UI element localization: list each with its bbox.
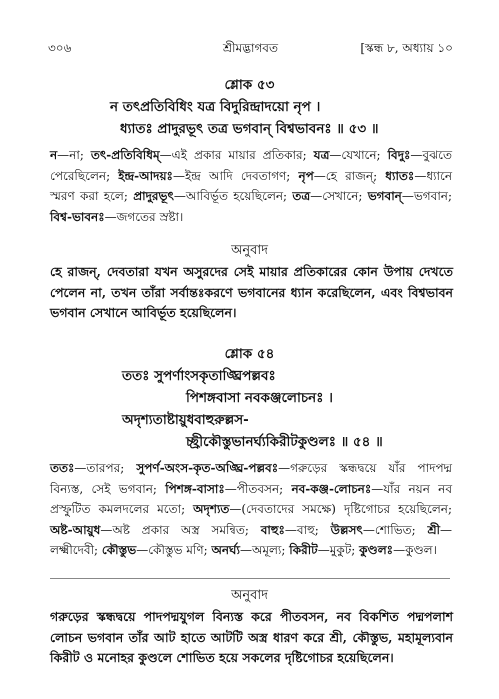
synonym-term: অদৃশ্যত: [193, 502, 230, 516]
synonym-meaning: এই প্রকার মায়ার প্রতিকার;: [171, 148, 314, 162]
synonym-term: নব-কঞ্জ-লোচনঃ: [291, 481, 372, 496]
synonym-meaning: বাহু;: [296, 522, 331, 537]
synonym-meaning: যেখানে;: [341, 148, 388, 162]
synonym-term: অষ্ট-আয়ুধ: [50, 522, 101, 537]
verse-54-line-3: অদৃশ্যতাষ্টায়ুধবাহুরুল্লস-: [122, 412, 249, 428]
page-header: [48, 40, 453, 58]
synonym-meaning: মুকুট;: [329, 543, 360, 557]
verse-54-line-2: পিশঙ্গবাসা নবকঞ্জলোচনঃ ।: [186, 390, 333, 406]
synonym-term: সুপর্ণ-অংস-কৃত-অঙ্ঘ্রি-পল্লবঃ: [136, 461, 279, 475]
synonym-meaning: না;: [69, 148, 91, 162]
synonym-meaning: ভগবান;: [413, 189, 453, 203]
synonym-meaning: বুঝতে পেরেছিলেন;: [50, 148, 453, 183]
synonym-meaning: আবির্ভূত হয়েছিলেন;: [185, 189, 293, 203]
verse-54-translation-heading: অনুবাদ: [231, 588, 268, 603]
synonym-meaning: অমূল্য;: [251, 543, 290, 557]
synonym-meaning: কৌস্তুভ মণি;: [148, 543, 212, 557]
synonym-meaning: তারপর;: [86, 461, 137, 475]
synonym-term: ধ্যাতঃ: [385, 168, 415, 183]
synonym-meaning: জগতের স্রষ্টা।: [116, 209, 184, 224]
synonym-term: নৃপ: [298, 168, 314, 183]
synonym-term: প্রাদুরভূৎ: [133, 189, 174, 203]
synonym-term: পিশঙ্গ-বাসাঃ: [165, 481, 225, 496]
synonym-term: কৌস্তুভ: [101, 543, 137, 557]
verse-53-heading: শ্লোক ৫৩: [224, 77, 275, 93]
synonym-term: ততঃ: [50, 461, 75, 475]
synonym-term: শ্রী: [427, 522, 440, 537]
synonym-term: ন: [50, 148, 58, 162]
synonym-meaning: অষ্ট প্রকার অস্ত্র সমন্বিত;: [112, 522, 261, 537]
synonym-term: তৎ-প্রতিবিধিম্: [90, 148, 160, 162]
verse-53-line-1: ন তৎপ্রতিবিধিং যত্র বিদুরিন্দ্রাদয়ো নৃপ ।: [110, 99, 321, 115]
synonym-meaning: হে রাজন্;: [325, 168, 386, 183]
verse-53-synonyms: ন—না; তৎ-প্রতিবিধিম্—এই প্রকার মায়ার প্রতিকার; যত্র—যেখানে; বিদুঃ—বুঝতে পেরেছিলেন; ইন্দ্র-আদয়ঃ—ইন্দ্র আদি দেবতাগণ; নৃপ—হে রাজন্; ধ্যাতঃ—ধ্যানে স্মরণ করা হলে; প্রাদুরভূৎ—আবির্ভূত হয়েছিলেন; তত্র—সেখানে; ভগবান্—ভগবান; বিশ্ব-ভাবনঃ—জগতের স্রষ্টা।: [50, 148, 453, 224]
synonym-term: অনর্ঘ্য: [211, 543, 240, 557]
verse-53-line-2: ধ্যাতঃ প্রাদুরভূৎ তত্র ভগবান্ বিশ্বভাবনঃ ॥ ৫৩ ॥: [120, 121, 379, 137]
synonym-meaning: সেখানে;: [322, 189, 368, 203]
synonym-term: কিরীট: [289, 543, 318, 557]
synonym-meaning: ধ্যানে স্মরণ করা হলে;: [50, 168, 452, 203]
verse-54-synonyms: ততঃ—তারপর; সুপর্ণ-অংস-কৃত-অঙ্ঘ্রি-পল্লবঃ—গরুড়ের স্কন্ধদ্বয়ে যাঁর পাদপদ্ম বিন্যস্ত, সেই ভগবান; পিশঙ্গ-বাসাঃ—পীতবসন; নব-কঞ্জ-লোচনঃ—যাঁর নয়ন নব প্রস্ফুটিত কমলদলের মতো; অদৃশ্যত—(দেবতাদের সমক্ষে) দৃষ্টিগোচর হয়েছিলেন; অষ্ট-আয়ুধ—অষ্ট প্রকার অস্ত্র সমন্বিত; বাহুঃ—বাহু; উল্লসৎ—শোভিত; শ্রী—লক্ষ্মীদেবী; কৌস্তুভ—কৌস্তুভ মণি; অনর্ঘ্য—অমূল্য; কিরীট—মুকুট; কুণ্ডলঃ—কুণ্ডল।: [50, 461, 453, 557]
synonym-term: যত্র: [313, 148, 330, 162]
synonym-meaning: লক্ষ্মীদেবী;: [50, 543, 102, 557]
synonym-term: বিদুঃ: [387, 148, 411, 162]
synonym-meaning: পীতবসন;: [236, 481, 292, 496]
synonym-meaning: শোভিত;: [374, 522, 428, 537]
synonym-meaning: ইন্দ্র আদি দেবতাগণ;: [184, 168, 299, 183]
book-title: শ্রীমদ্ভাগবত: [222, 41, 278, 55]
verse-53-translation: হে রাজন্, দেবতারা যখন অসুরদের সেই মায়ার প্রতিকারের কোন উপায় দেখতে পেলেন না, তখন তাঁরা সর্বান্তঃকরণে ভগবানের ধ্যান করেছিলেন, এবং বিশ্বভাবন ভগবান সেখানে আবির্ভূত হয়েছিলেন।: [50, 264, 453, 320]
verse-54-line-4: চ্ছ্রীকৌস্তুভানর্ঘ্যকিরীটকুণ্ডলঃ ॥ ৫৪ ॥: [186, 434, 383, 450]
section-reference: [স্কন্ধ ৮, অধ্যায় ১০: [360, 41, 453, 55]
page-number: ৩০৬: [48, 41, 72, 55]
synonym-meaning: গরুড়ের স্কন্ধদ্বয়ে যাঁর পাদপদ্ম বিন্যস্ত, সেই ভগবান;: [50, 461, 452, 496]
synonym-term: কুণ্ডলঃ: [359, 543, 394, 557]
synonym-term: বিশ্ব-ভাবনঃ: [50, 209, 105, 224]
synonym-meaning: যাঁর নয়ন নব প্রস্ফুটিত কমলদলের মতো;: [50, 481, 453, 516]
synonym-term: বাহুঃ: [260, 522, 285, 537]
synonym-meaning: (দেবতাদের সমক্ষে) দৃষ্টিগোচর হয়েছিলেন;: [241, 502, 453, 516]
verse-54-translation: গরুড়ের স্কন্ধদ্বয়ে পাদপদ্মযুগল বিন্যস্ত করে পীতবসন, নব বিকশিত পদ্মপলাশ লোচন ভগবান তাঁর আট হাতে আটটি অস্ত্র ধারণ করে শ্রী, কৌস্তুভ, মহামূল্যবান কিরীট ও মনোহর কুণ্ডলে শোভিত হয়ে সকলের দৃষ্টিগোচর হয়েছিলেন।: [50, 609, 453, 665]
verse-54-line-1: ততঃ সুপর্ণাংসকৃতাঙ্ঘ্রিপল্লবঃ: [122, 368, 276, 384]
synonym-term: ইন্দ্র-আদয়ঃ: [118, 168, 173, 183]
synonym-term: তত্র: [292, 189, 311, 203]
verse-53-translation-heading: অনুবাদ: [231, 243, 268, 258]
verse-54-heading: শ্লোক ৫৪: [224, 346, 275, 362]
section-divider: [50, 578, 450, 579]
synonym-term: ভগবান্: [367, 189, 402, 203]
synonym-meaning: কুণ্ডল।: [405, 543, 437, 557]
synonym-term: উল্লসৎ: [330, 522, 363, 537]
